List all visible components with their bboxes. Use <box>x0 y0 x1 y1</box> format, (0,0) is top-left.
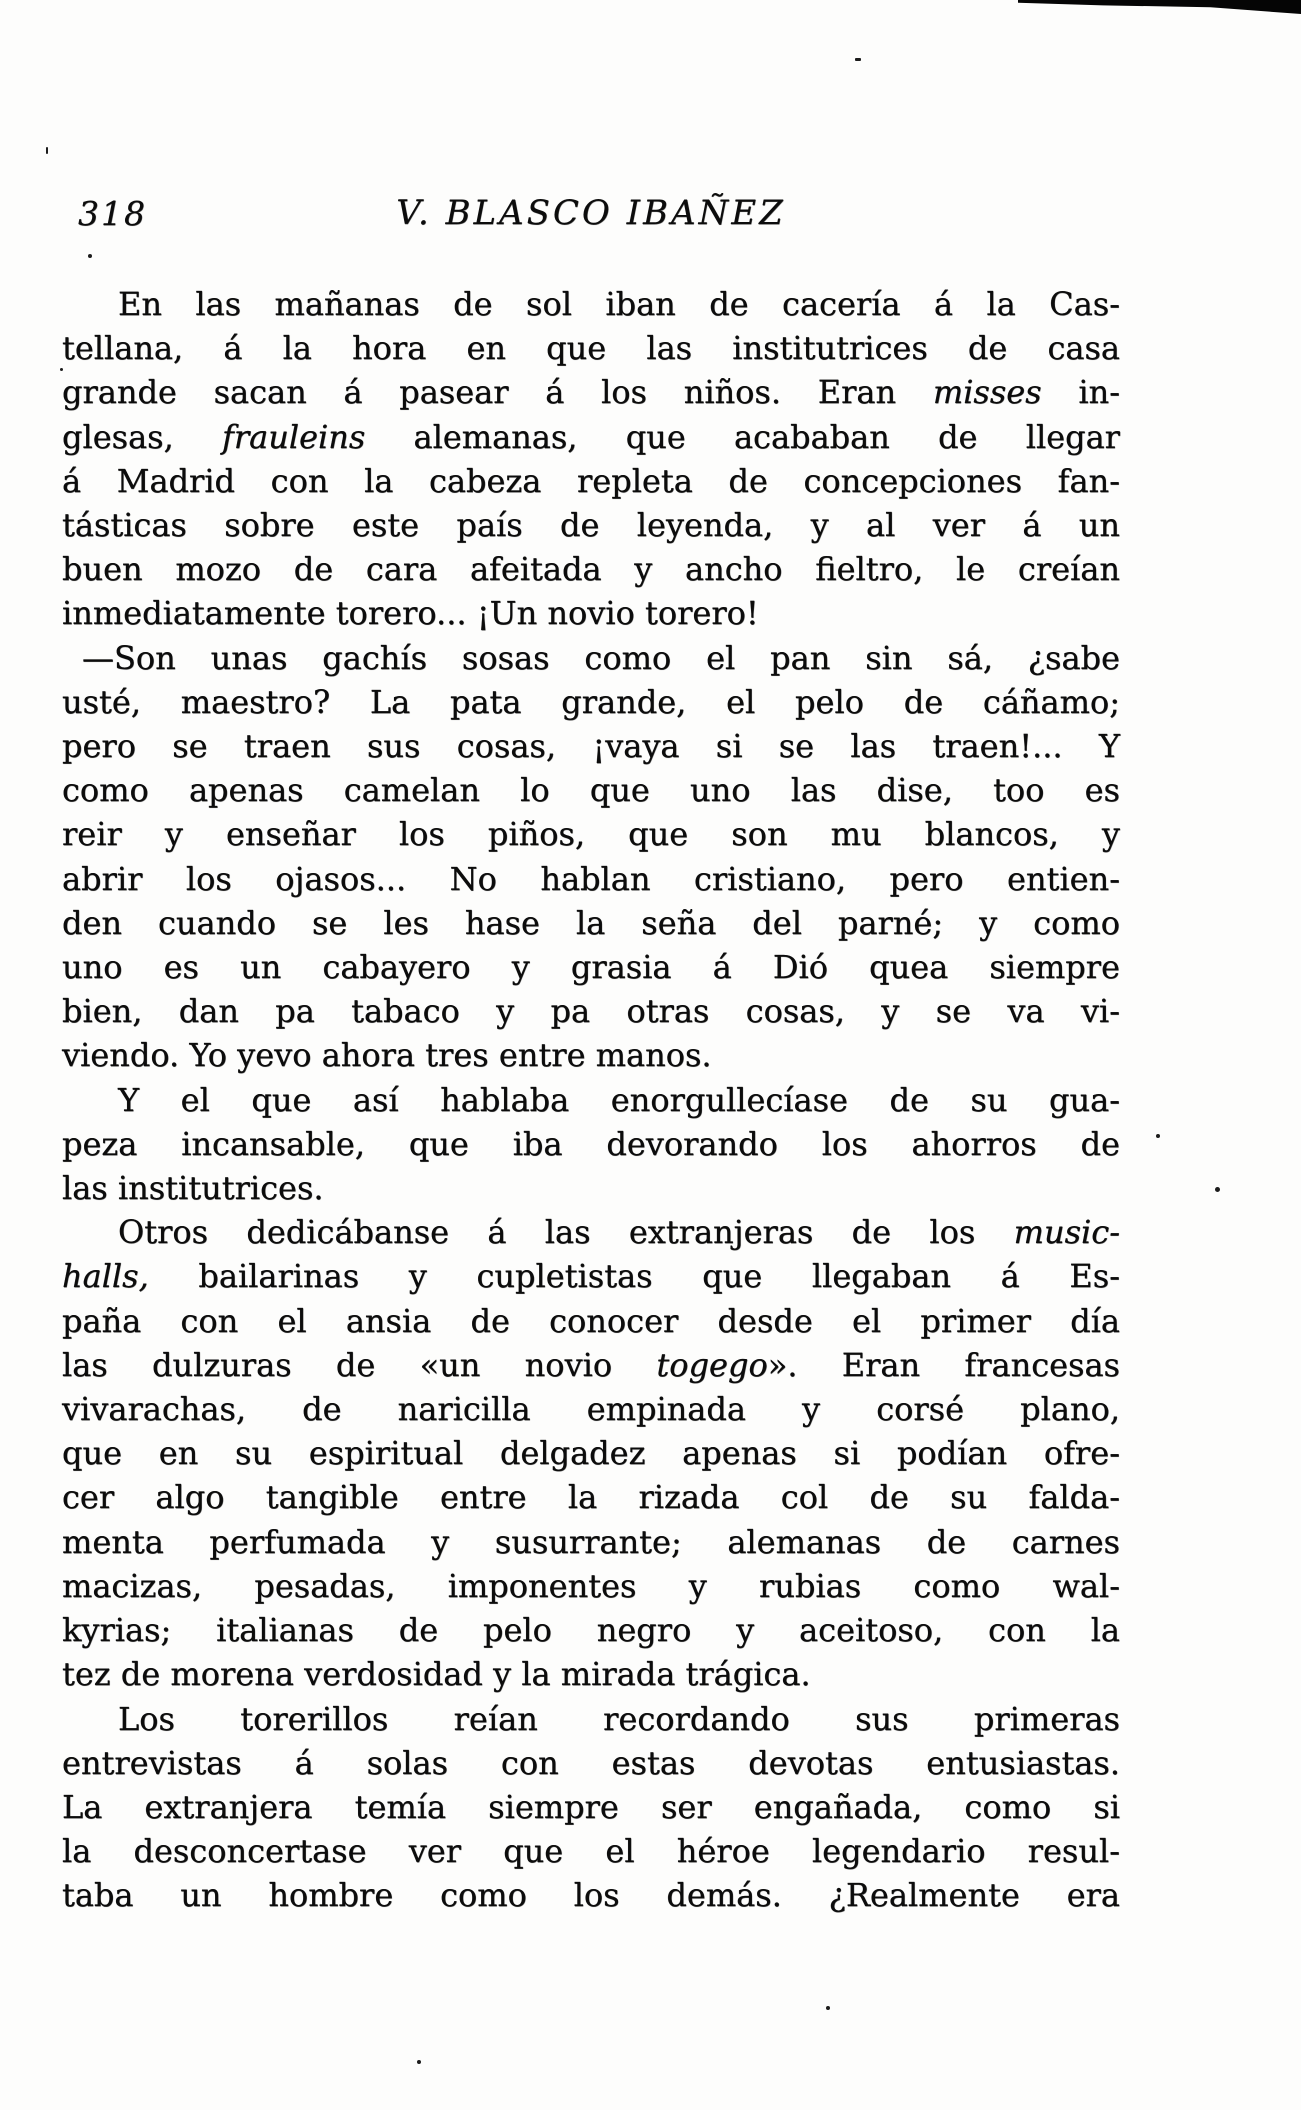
text-line <box>62 857 1120 901</box>
text-line <box>62 1387 1120 1431</box>
text-line <box>62 680 1120 724</box>
text-segment: tásticas sobre este país de leyenda, y al ver á un <box>62 506 1120 545</box>
text-line <box>62 1829 1120 1873</box>
text-segment: como apenas camelan lo que uno las dise, too es <box>62 771 1120 810</box>
text-segment: peza incansable, que iba devorando los ahorros de <box>62 1124 1120 1163</box>
text-line <box>62 812 1120 856</box>
text-segment: abrir los ojasos... No hablan cristiano, pero entien- <box>62 859 1120 898</box>
text-segment: inmediatamente torero... ¡Un novio torero! <box>62 594 759 633</box>
text-line <box>62 326 1120 370</box>
page-body <box>62 282 1120 1918</box>
text-line <box>62 1210 1120 1254</box>
italic-text-segment: halls, <box>62 1257 149 1296</box>
text-segment: En las mañanas de sol iban de cacería á la Cas- <box>118 285 1120 323</box>
text-segment: pero se traen sus cosas, ¡vaya si se las traen!... Y <box>62 727 1120 766</box>
text-line <box>62 1785 1120 1829</box>
text-segment: Y el que así hablaba enorgullecíase de su gua- <box>118 1080 1120 1119</box>
text-segment: vivarachas, de naricilla empinada y corsé plano, <box>62 1390 1120 1429</box>
text-segment: kyrias; italianas de pelo negro y aceitoso, con la <box>62 1611 1120 1650</box>
text-segment: á Madrid con la cabeza repleta de concepciones fan- <box>62 461 1120 500</box>
text-line <box>62 1608 1120 1652</box>
text-segment: la desconcertase ver que el héroe legendario resul- <box>62 1832 1120 1871</box>
scan-speck <box>1156 1134 1160 1138</box>
italic-text-segment: music- <box>1013 1213 1120 1252</box>
text-segment: entrevistas á solas con estas devotas entusiastas. <box>62 1743 1120 1782</box>
text-line <box>62 945 1120 989</box>
text-segment: Otros dedicábanse á las extranjeras de los <box>118 1213 1014 1252</box>
text-line <box>62 547 1120 591</box>
text-line <box>62 1122 1120 1166</box>
scan-speck <box>88 254 92 258</box>
italic-text-segment: togego <box>656 1345 768 1384</box>
text-segment: ». Eran francesas <box>767 1345 1121 1384</box>
text-segment: taba un hombre como los demás. ¿Realmente era <box>62 1876 1120 1915</box>
text-line <box>62 1873 1120 1917</box>
page-number: 318 <box>78 194 147 233</box>
text-segment: reir y enseñar los piños, que son mu blancos, y <box>62 815 1120 854</box>
text-line <box>62 1078 1120 1122</box>
page-header <box>62 192 1120 234</box>
text-line <box>62 591 1120 635</box>
text-line <box>62 1033 1120 1077</box>
text-segment: menta perfumada y susurrante; alemanas de carnes <box>62 1522 1120 1561</box>
text-segment: buen mozo de cara afeitada y ancho fieltro, le creían <box>62 550 1120 589</box>
text-segment: uno es un cabayero y grasia á Dió quea siempre <box>62 948 1120 987</box>
text-line <box>62 282 1120 326</box>
italic-text-segment: frauleins <box>222 417 366 456</box>
text-line <box>62 768 1120 812</box>
text-segment: usté, maestro? La pata grande, el pelo de cáñamo; <box>62 682 1120 721</box>
text-segment: glesas, <box>62 417 222 456</box>
text-segment: —Son unas gachís sosas como el pan sin sá, ¿sabe <box>82 638 1120 677</box>
text-line <box>62 1299 1120 1343</box>
scan-edge-artifact <box>1018 0 1301 14</box>
text-segment: las institutrices. <box>62 1169 324 1208</box>
text-segment: macizas, pesadas, imponentes y rubias como wal- <box>62 1566 1120 1605</box>
text-segment: que en su espiritual delgadez apenas si podían ofre- <box>62 1434 1120 1473</box>
text-segment: Los torerillos reían recordando sus primeras <box>118 1699 1120 1738</box>
text-segment: las dulzuras de «un novio <box>62 1345 657 1384</box>
text-segment: grande sacan á pasear á los niños. Eran <box>62 373 933 412</box>
text-line <box>62 1741 1120 1785</box>
text-line <box>62 503 1120 547</box>
scan-speck <box>826 2006 830 2010</box>
text-line <box>62 415 1120 459</box>
italic-text-segment: misses <box>932 373 1042 412</box>
text-segment: bien, dan pa tabaco y pa otras cosas, y se va vi- <box>62 992 1120 1031</box>
text-segment: La extranjera temía siempre ser engañada, como si <box>62 1787 1120 1826</box>
running-title: V. BLASCO IBAÑEZ <box>396 193 786 233</box>
text-line <box>62 459 1120 503</box>
scan-speck <box>855 58 861 61</box>
text-line <box>62 989 1120 1033</box>
text-line <box>62 901 1120 945</box>
text-segment: cer algo tangible entre la rizada col de su falda- <box>62 1478 1120 1517</box>
scan-speck <box>46 147 48 154</box>
text-segment: tez de morena verdosidad y la mirada trágica. <box>62 1655 811 1694</box>
text-segment: den cuando se les hase la seña del parné; y como <box>62 903 1120 942</box>
text-segment: tellana, á la hora en que las institutrices de casa <box>62 329 1120 368</box>
scan-speck <box>417 2060 421 2064</box>
text-line <box>62 1697 1120 1741</box>
text-line <box>62 1564 1120 1608</box>
text-line <box>62 1166 1120 1210</box>
text-line <box>62 1431 1120 1475</box>
text-line <box>62 1475 1120 1519</box>
text-segment: bailarinas y cupletistas que llegaban á Es- <box>148 1257 1120 1296</box>
text-line <box>62 370 1120 414</box>
text-segment: paña con el ansia de conocer desde el primer día <box>62 1301 1120 1340</box>
text-line <box>62 724 1120 768</box>
text-line <box>62 1652 1120 1696</box>
text-segment: viendo. Yo yevo ahora tres entre manos. <box>62 1036 712 1075</box>
text-line <box>62 1343 1120 1387</box>
text-line <box>62 1254 1120 1298</box>
scan-speck <box>1215 1187 1220 1192</box>
text-segment: alemanas, que acababan de llegar <box>365 417 1120 456</box>
text-line <box>62 636 1120 680</box>
text-line <box>62 1520 1120 1564</box>
text-segment: in- <box>1041 373 1121 412</box>
